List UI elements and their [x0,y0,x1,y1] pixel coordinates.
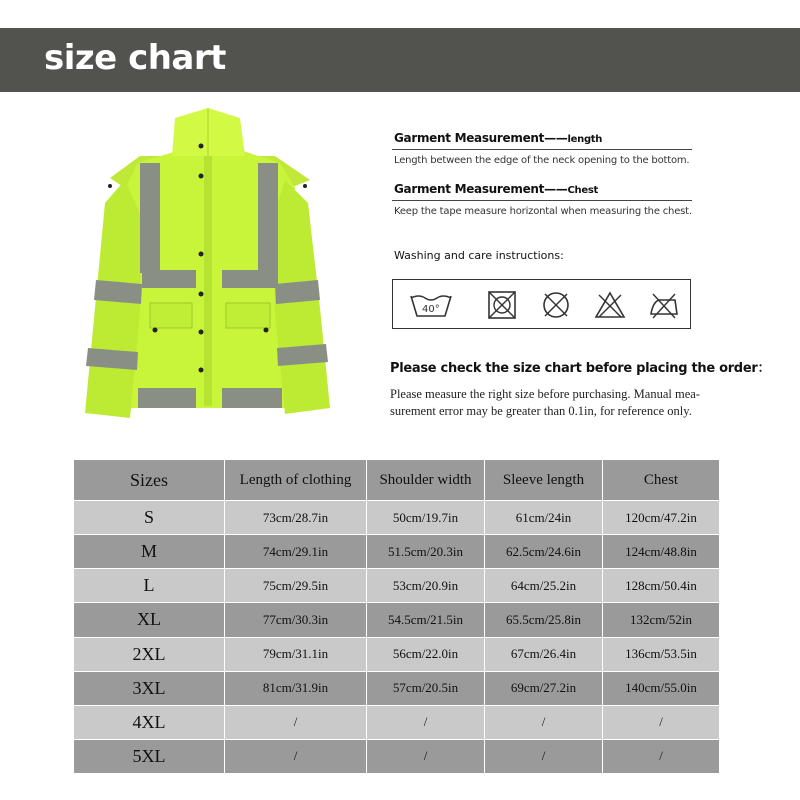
cell-size: S [74,501,225,535]
do-not-tumble-dry-icon [485,290,519,320]
cell-size: 5XL [74,739,225,773]
divider [392,200,692,201]
cell-length: 77cm/30.3in [225,603,367,637]
measurement-chest-description: Keep the tape measure horizontal when measuring the chest. [394,206,692,217]
measurement-length-heading: Garment Measurement——length [394,131,603,145]
cell-chest: 120cm/47.2in [603,501,720,535]
cell-shoulder: / [367,739,485,773]
cell-length: / [225,739,367,773]
do-not-dry-clean-icon [539,290,573,320]
cell-size: 3XL [74,671,225,705]
table-header-row [74,460,720,501]
cell-shoulder: 57cm/20.5in [367,671,485,705]
cell-sleeve: 61cm/24in [485,501,603,535]
cell-sleeve: 67cm/26.4in [485,637,603,671]
do-not-bleach-icon [593,290,627,320]
table-row [74,569,720,603]
header-length: Length of clothing [225,460,367,501]
cell-sleeve: / [485,739,603,773]
divider [392,149,692,150]
cell-chest: 124cm/48.8in [603,535,720,569]
svg-text:40°: 40° [422,304,440,315]
cell-chest: 136cm/53.5in [603,637,720,671]
cell-length: 81cm/31.9in [225,671,367,705]
cell-chest: / [603,739,720,773]
cell-chest: 140cm/55.0in [603,671,720,705]
cell-shoulder: 56cm/22.0in [367,637,485,671]
table-row [74,739,720,773]
cell-sleeve: 64cm/25.2in [485,569,603,603]
cell-length: 74cm/29.1in [225,535,367,569]
cell-size: M [74,535,225,569]
cell-sleeve: / [485,705,603,739]
product-image [80,108,335,433]
table-row [74,637,720,671]
cell-length: 73cm/28.7in [225,501,367,535]
cell-size: 4XL [74,705,225,739]
header-shoulder: Shoulder width [367,460,485,501]
cell-shoulder: / [367,705,485,739]
washing-label: Washing and care instructions: [394,249,564,262]
order-notice-title: Please check the size chart before placing the order： [390,361,771,376]
cell-length: 75cm/29.5in [225,569,367,603]
cell-chest: 132cm/52in [603,603,720,637]
measurement-chest-heading: Garment Measurement——Chest [394,182,598,196]
cell-sleeve: 65.5cm/25.8in [485,603,603,637]
care-symbols-box [392,279,691,329]
cell-sleeve: 62.5cm/24.6in [485,535,603,569]
cell-chest: 128cm/50.4in [603,569,720,603]
header-sizes: Sizes [74,460,225,501]
table-row [74,603,720,637]
cell-size: XL [74,603,225,637]
cell-shoulder: 54.5cm/21.5in [367,603,485,637]
cell-length: / [225,705,367,739]
page-title: size chart [44,38,226,78]
wash-40-icon [407,290,455,320]
do-not-iron-icon [647,290,681,320]
order-notice-text: Please measure the right size before purchasing. Manual mea- surement error may be greater than 0.1in, for reference only. [390,387,700,418]
table-row [74,671,720,705]
cell-length: 79cm/31.1in [225,637,367,671]
size-table [73,459,720,774]
table-row [74,501,720,535]
table-row [74,535,720,569]
cell-chest: / [603,705,720,739]
header-sleeve: Sleeve length [485,460,603,501]
cell-shoulder: 51.5cm/20.3in [367,535,485,569]
table-row [74,705,720,739]
measurement-length-description: Length between the edge of the neck opening to the bottom. [394,155,690,166]
cell-sleeve: 69cm/27.2in [485,671,603,705]
cell-shoulder: 50cm/19.7in [367,501,485,535]
cell-size: L [74,569,225,603]
cell-size: 2XL [74,637,225,671]
header-chest: Chest [603,460,720,501]
header-banner [0,28,800,92]
cell-shoulder: 53cm/20.9in [367,569,485,603]
